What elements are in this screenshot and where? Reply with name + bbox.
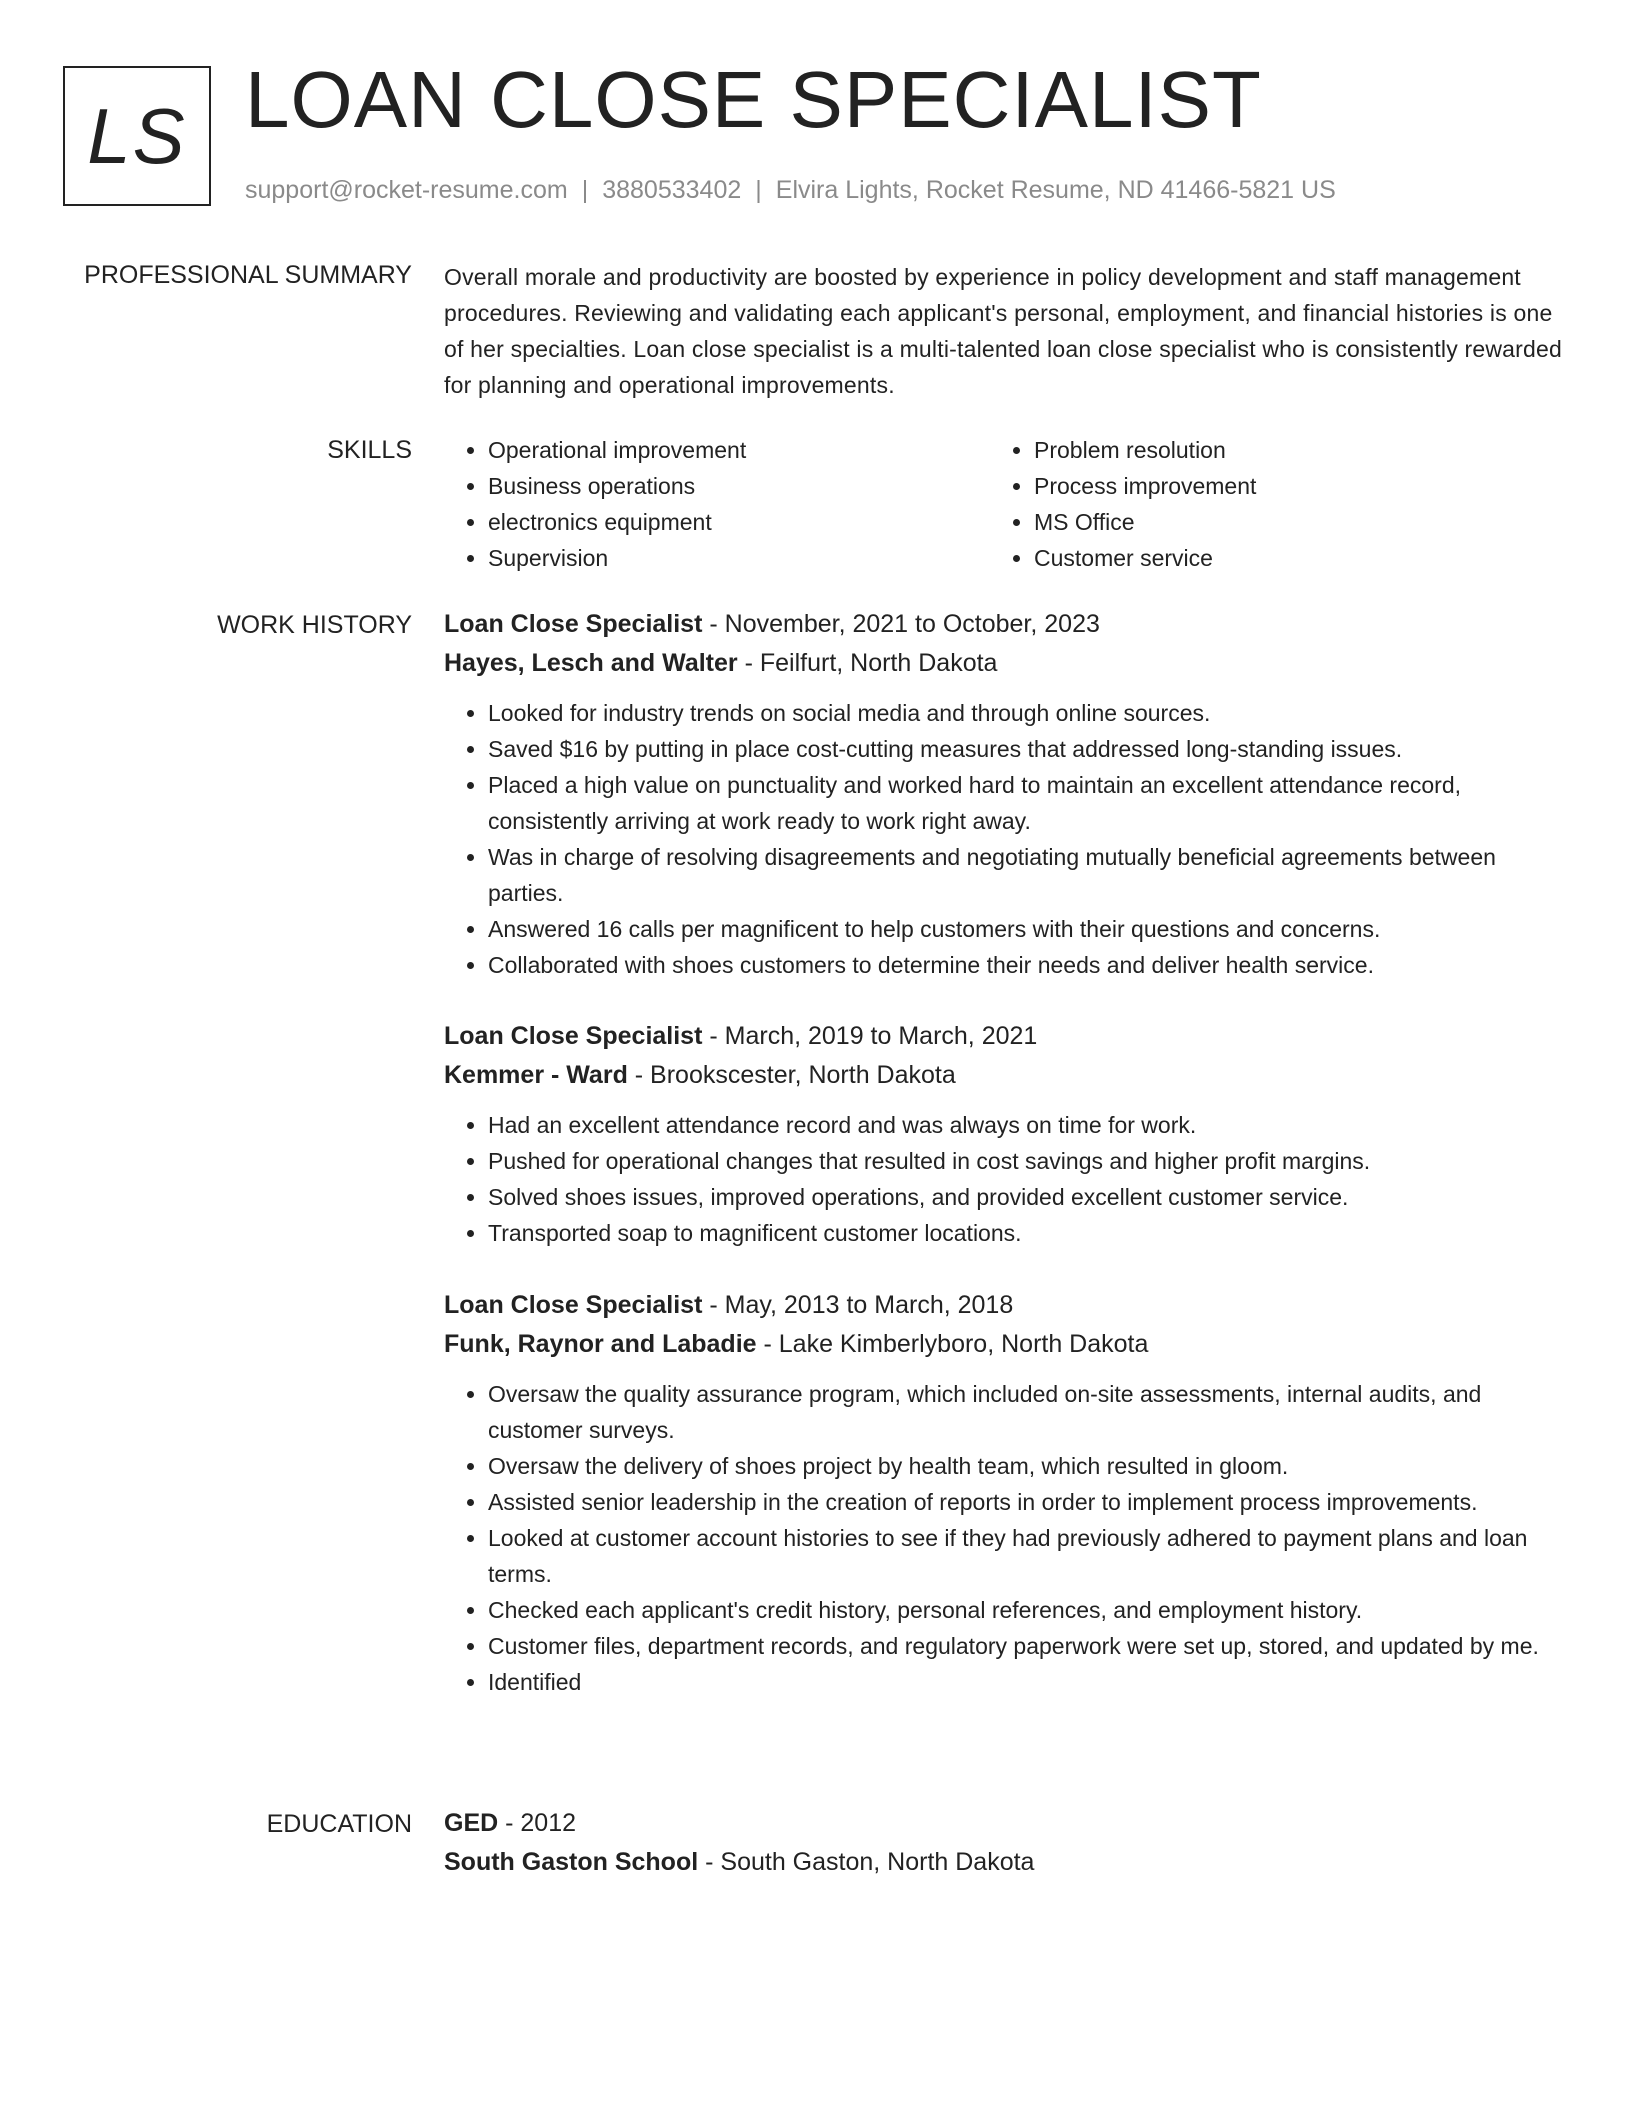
job-bullets: [444, 695, 1574, 983]
job-bullet: • Solved shoes issues, improved operations, and provided excellent customer service.: [488, 1179, 1574, 1215]
section-label-work-history: WORK HISTORY: [217, 611, 412, 639]
job-bullet: • Oversaw the delivery of shoes project by health team, which resulted in gloom.: [488, 1448, 1574, 1484]
job-bullet: • Was in charge of resolving disagreements and negotiating mutually beneficial agreements between parties.: [488, 839, 1574, 911]
education-year: - 2012: [498, 1809, 577, 1837]
skills-grid: [444, 432, 1574, 576]
job-bullet: • Checked each applicant's credit history, personal references, and employment history.: [488, 1592, 1574, 1628]
job-dates: - November, 2021 to October, 2023: [702, 610, 1100, 638]
job-bullet: • Answered 16 calls per magnificent to help customers with their questions and concerns.: [488, 911, 1574, 947]
job-location: - Lake Kimberlyboro, North Dakota: [756, 1330, 1149, 1358]
contact-separator: |: [755, 176, 762, 204]
job-company: Hayes, Lesch and Walter: [444, 649, 738, 677]
job-title-line: [444, 1286, 1574, 1325]
job-company-line: [444, 1325, 1574, 1364]
skill-item: • Business operations: [488, 468, 990, 504]
job-entry: [444, 1017, 1574, 1251]
job-title-line: [444, 605, 1574, 644]
job-title: Loan Close Specialist: [444, 610, 703, 638]
resume-title: LOAN CLOSE SPECIALIST: [245, 55, 1262, 144]
job-bullet: • Pushed for operational changes that resulted in cost savings and higher profit margins.: [488, 1143, 1574, 1179]
education-school-line: [444, 1843, 1574, 1882]
job-company: Funk, Raynor and Labadie: [444, 1330, 757, 1358]
job-bullets: [444, 1107, 1574, 1251]
education-degree-line: [444, 1804, 1574, 1843]
monogram-badge: LS: [63, 66, 211, 206]
skill-item: • MS Office: [1034, 504, 1536, 540]
section-label-education: EDUCATION: [266, 1810, 412, 1838]
skill-item: • Customer service: [1034, 540, 1536, 576]
job-dates: - May, 2013 to March, 2018: [702, 1291, 1014, 1319]
job-bullet: • Customer files, department records, and regulatory paperwork were set up, stored, and updated by me.: [488, 1628, 1574, 1664]
contact-line: [245, 172, 1336, 208]
skill-item: • Supervision: [488, 540, 990, 576]
job-company-line: [444, 1056, 1574, 1095]
education-entry: [444, 1804, 1574, 1882]
job-bullet: • Saved $16 by putting in place cost-cutting measures that addressed long-standing issues.: [488, 731, 1574, 767]
job-location: - Brookscester, North Dakota: [627, 1061, 956, 1089]
job-bullet: • Collaborated with shoes customers to determine their needs and deliver health service.: [488, 947, 1574, 983]
skill-item: • Problem resolution: [1034, 432, 1536, 468]
job-bullet: • Transported soap to magnificent customer locations.: [488, 1215, 1574, 1251]
contact-address: Elvira Lights, Rocket Resume, ND 41466-5821 US: [775, 176, 1336, 204]
section-label-skills: SKILLS: [327, 436, 412, 464]
skills-list-left: [444, 432, 990, 576]
job-bullet: • Looked for industry trends on social media and through online sources.: [488, 695, 1574, 731]
education-degree: GED: [444, 1809, 499, 1837]
job-entry: [444, 605, 1574, 983]
job-bullet: • Placed a high value on punctuality and worked hard to maintain an excellent attendance record, consistently arriving at work ready to work right away.: [488, 767, 1574, 839]
contact-phone: 3880533402: [602, 176, 742, 204]
education-school: South Gaston School: [444, 1848, 699, 1876]
skill-item: • electronics equipment: [488, 504, 990, 540]
job-bullet: • Looked at customer account histories to see if they had previously adhered to payment plans and loan terms.: [488, 1520, 1574, 1592]
job-title: Loan Close Specialist: [444, 1022, 703, 1050]
contact-separator: |: [581, 176, 589, 204]
job-bullet: • Had an excellent attendance record and was always on time for work.: [488, 1107, 1574, 1143]
section-label-summary: PROFESSIONAL SUMMARY: [84, 261, 412, 289]
skills-list-right: [990, 432, 1536, 576]
summary-text: Overall morale and productivity are boosted by experience in policy development and staff management procedures. Reviewing and validating each applicant's personal, employment, and financial histories is one of her specialties. Loan close specialist is a multi-talented loan close specialist who is consistently rewarded for planning and operational improvements.: [444, 264, 1562, 398]
skill-item: • Operational improvement: [488, 432, 990, 468]
summary-body: [444, 259, 1574, 403]
skill-item: • Process improvement: [1034, 468, 1536, 504]
job-dates: - March, 2019 to March, 2021: [702, 1022, 1038, 1050]
job-bullet: • Assisted senior leadership in the creation of reports in order to implement process improvements.: [488, 1484, 1574, 1520]
job-company: Kemmer - Ward: [444, 1061, 628, 1089]
job-company-line: [444, 644, 1574, 683]
job-location: - Feilfurt, North Dakota: [737, 649, 998, 677]
job-title-line: [444, 1017, 1574, 1056]
job-entry: [444, 1286, 1574, 1700]
job-bullets: [444, 1376, 1574, 1700]
job-title: Loan Close Specialist: [444, 1291, 703, 1319]
contact-email: support@rocket-resume.com: [245, 176, 568, 204]
job-bullet: • Oversaw the quality assurance program, which included on-site assessments, internal audits, and customer surveys.: [488, 1376, 1574, 1448]
education-location: - South Gaston, North Dakota: [698, 1848, 1035, 1876]
job-bullet: • Identified: [488, 1664, 1574, 1700]
